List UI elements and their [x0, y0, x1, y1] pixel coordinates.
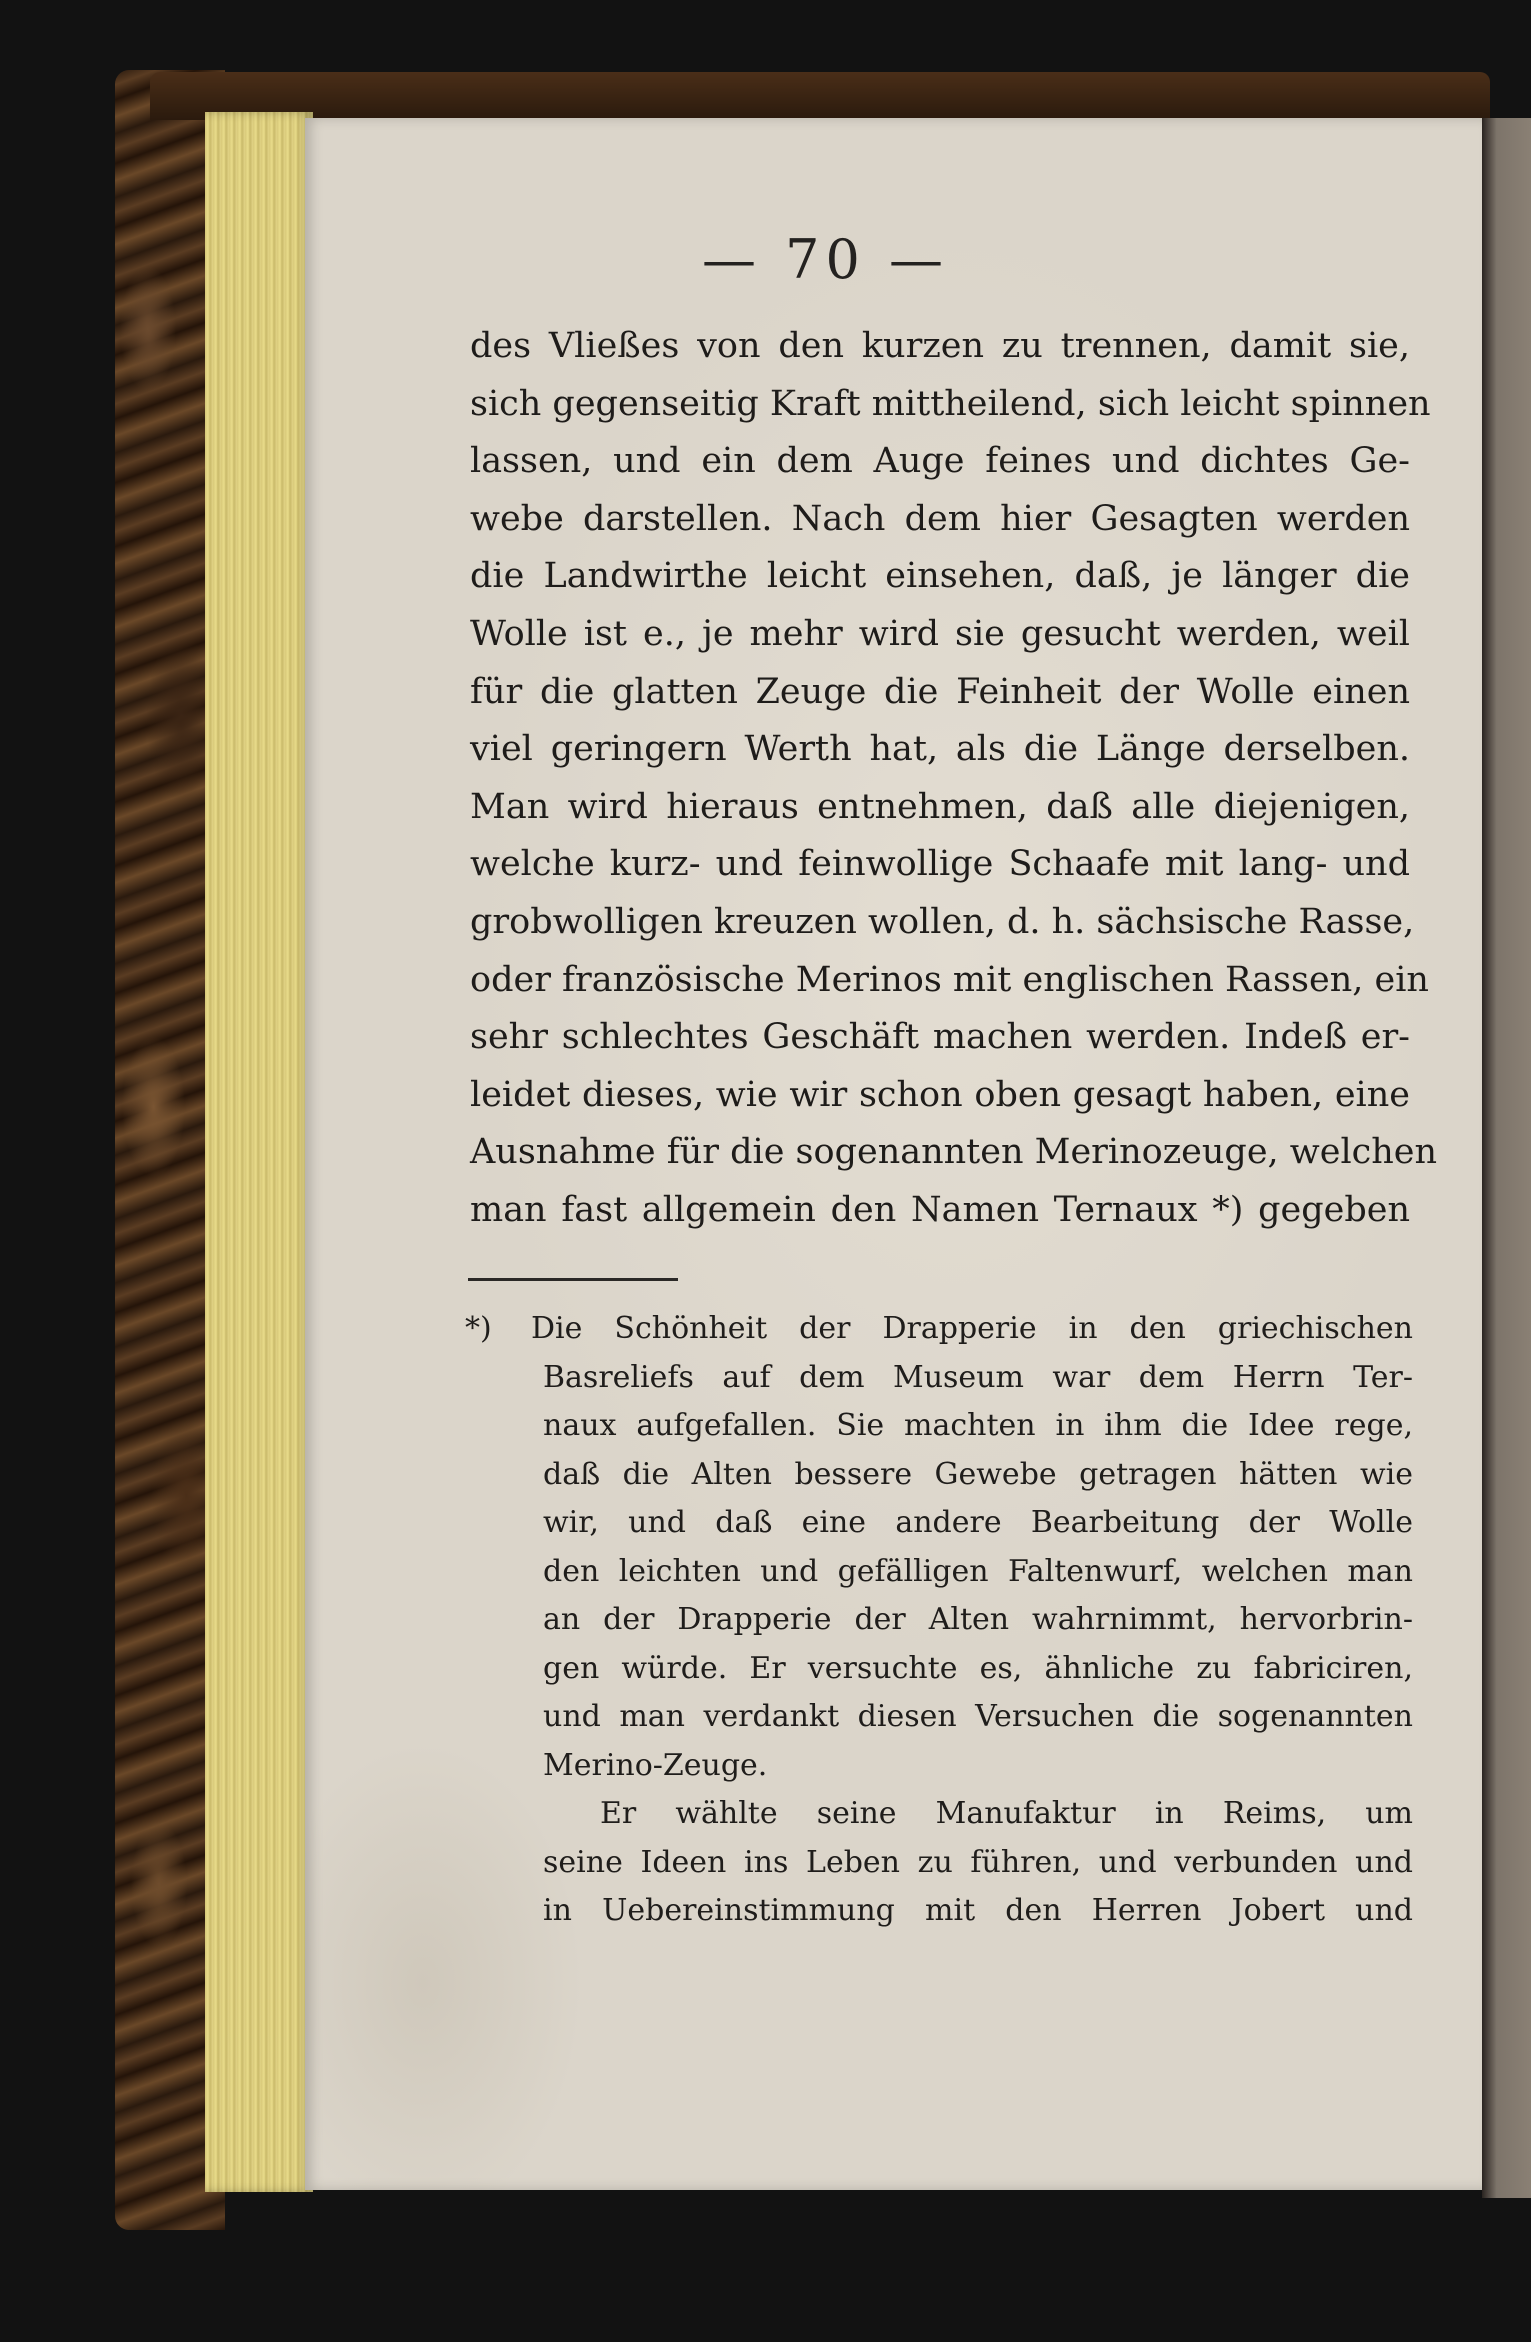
footnote-marker: *) — [465, 1311, 492, 1346]
text-line: oder französische Merinos mit englischen Rassen, ein — [470, 959, 1429, 1000]
text-line: welche kurz- und feinwollige Schaafe mit lang- und — [470, 844, 1410, 885]
text-line: des Vließes von den kurzen zu trennen, damit sie, — [470, 326, 1410, 366]
footnote-line: naux aufgefallen. Sie machten in ihm die Idee rege, — [543, 1408, 1413, 1443]
text-line: leidet dieses, wie wir schon oben gesagt haben, eine — [470, 1074, 1410, 1115]
footnote-line: daß die Alten bessere Gewebe getragen hätten wie — [543, 1456, 1413, 1492]
text-line: grobwolligen kreuzen wollen, d. h. sächsische Rasse, — [470, 901, 1415, 942]
footnote-line: wir, und daß eine andere Bearbeitung der Wolle — [543, 1505, 1413, 1540]
page-number: — 70 — — [701, 228, 950, 291]
footnote — [465, 1305, 1413, 1936]
text-line: viel geringern Werth hat, als die Länge derselben. — [470, 729, 1410, 770]
cover-top-edge — [150, 72, 1490, 120]
text-line: Ausnahme für die sogenannten Merinozeuge, welchen — [470, 1132, 1438, 1173]
footnote-line: Basreliefs auf dem Museum war dem Herrn Ter- — [543, 1359, 1413, 1395]
footnote-line: an der Drapperie der Alten wahrnimmt, hervorbrin- — [543, 1602, 1413, 1637]
text-line: sehr schlechtes Geschäft machen werden. Indeß er- — [470, 1017, 1410, 1058]
gilt-page-edges — [205, 112, 313, 2192]
text-line: webe darstellen. Nach dem hier Gesagten werden — [470, 498, 1410, 539]
text-line: die Landwirthe leicht einsehen, daß, je länger die — [470, 556, 1410, 597]
footnote-line: Merino-Zeuge. — [543, 1747, 768, 1783]
text-line: sich gegenseitig Kraft mittheilend, sich leicht spinnen — [470, 383, 1431, 424]
footnote-line: und man verdankt diesen Versuchen die sogenannten — [543, 1699, 1413, 1734]
adjacent-page-edge — [1482, 118, 1531, 2198]
footnote-line: den leichten und gefälligen Faltenwurf, welchen man — [543, 1553, 1413, 1589]
text-line: lassen, und ein dem Auge feines und dichtes Ge- — [470, 441, 1410, 482]
text-line: Wolle ist e., je mehr wird sie gesucht werden, weil — [470, 613, 1410, 654]
footnote-line: Er wählte seine Manufaktur in Reims, um — [600, 1796, 1413, 1831]
footnote-line: gen würde. Er versuchte es, ähnliche zu fabriciren, — [543, 1650, 1413, 1686]
footnote-line — [465, 1305, 1413, 1354]
footnote-separator — [468, 1278, 678, 1281]
main-text — [470, 318, 1438, 1240]
text-line: für die glatten Zeuge die Feinheit der Wolle einen — [470, 671, 1410, 712]
text-line: man fast allgemein den Namen Ternaux *) gegeben — [470, 1189, 1410, 1230]
footnote-line: seine Ideen ins Leben zu führen, und verbunden und — [543, 1844, 1413, 1880]
text-line: Man wird hieraus entnehmen, daß alle diejenigen, — [470, 786, 1410, 827]
footnote-line: in Uebereinstimmung mit den Herren Jobert und — [543, 1893, 1413, 1928]
footnote-line-text: Die Schönheit der Drapperie in den griechischen — [531, 1311, 1413, 1346]
